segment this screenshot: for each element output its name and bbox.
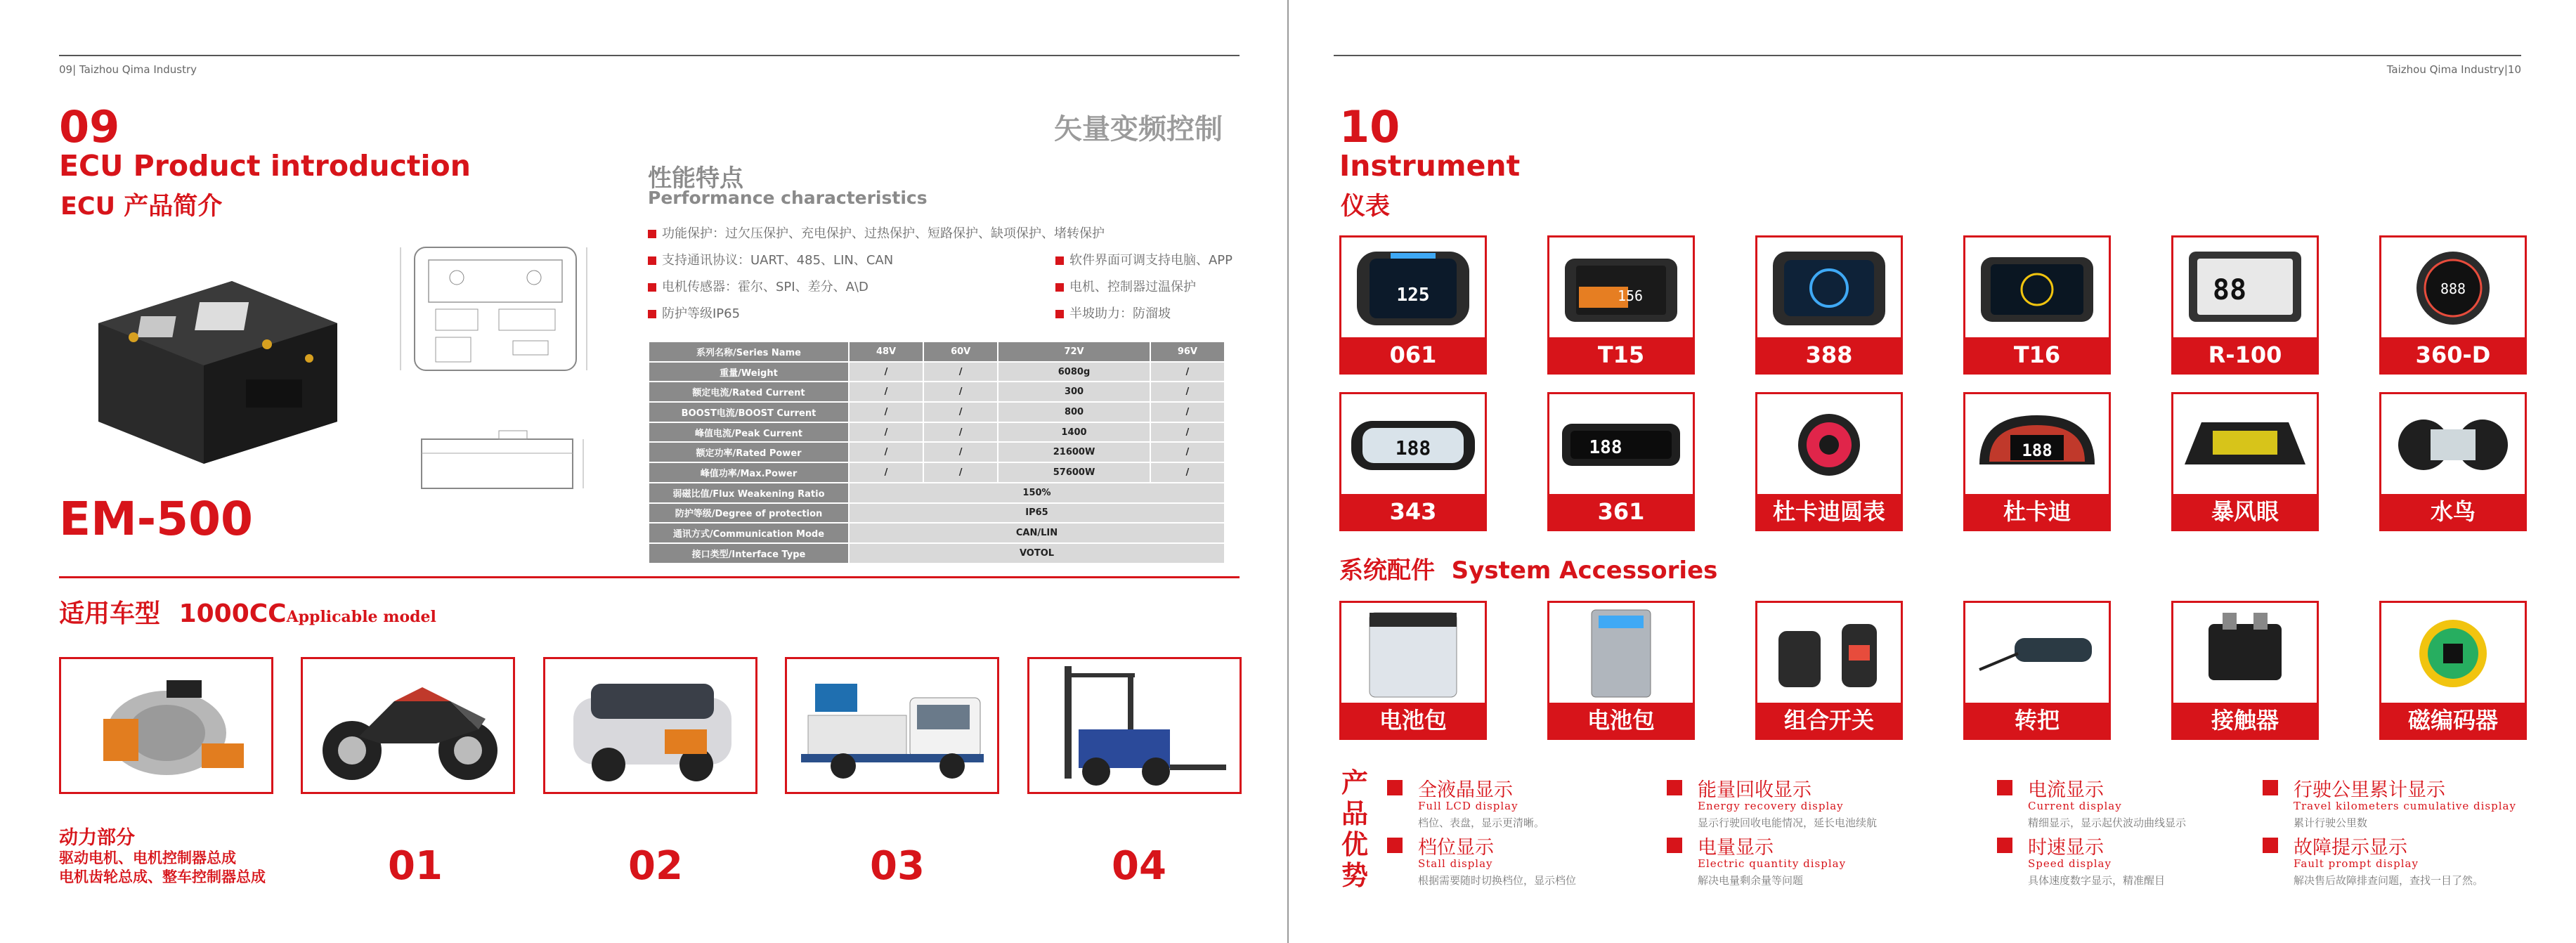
controller-image — [70, 239, 351, 464]
table-row — [649, 362, 1225, 382]
instrument-label: T16 — [1965, 337, 2109, 372]
accessory-label: 组合开关 — [1757, 703, 1901, 738]
cell: / — [923, 402, 998, 422]
row-label: 接口类型/Interface Type — [649, 543, 849, 564]
utility-vehicle-photo — [785, 657, 999, 794]
instrument-label: 杜卡迪圆表 — [1757, 494, 1901, 529]
cell: / — [849, 442, 923, 462]
instrument-tile — [2379, 235, 2527, 375]
spec-table — [648, 341, 1225, 564]
svg-text:88: 88 — [2212, 274, 2247, 306]
instrument-label: 061 — [1341, 337, 1485, 372]
row-label: 防护等级/Degree of protection — [649, 503, 849, 523]
ducati-dashboard-image — [1965, 394, 2109, 494]
cell: / — [923, 462, 998, 483]
vector-heading: 矢量变频控制 — [1054, 113, 1223, 145]
number-03: 03 — [870, 843, 925, 889]
contactor-image — [2173, 603, 2317, 703]
power-line-2: 电机齿轮总成、整车控制器总成 — [59, 869, 266, 885]
header-text: 09| Taizhou Qima Industry — [59, 63, 197, 76]
accessory-label: 磁编码器 — [2381, 703, 2525, 738]
table-row — [649, 402, 1225, 422]
accessory-tile — [2171, 601, 2319, 740]
dashboard-r100-image — [2173, 238, 2317, 337]
instrument-label: 360-D — [2381, 337, 2525, 372]
svg-text:125: 125 — [1396, 285, 1430, 306]
feature-item: 电机传感器：霍尔、SPI、差分、A\D — [648, 277, 869, 295]
row-label: 弱磁比值/Flux Weakening Ratio — [649, 483, 849, 503]
table-row — [649, 503, 1225, 523]
magnetic-encoder-image — [2381, 603, 2525, 703]
instrument-label: T15 — [1549, 337, 1693, 372]
cell: / — [1150, 382, 1225, 402]
cell: 6080g — [998, 362, 1150, 382]
cell: / — [1150, 402, 1225, 422]
row-label: 重量/Weight — [649, 362, 849, 382]
cell: / — [923, 362, 998, 382]
accessory-tile — [2379, 601, 2527, 740]
advantages-label: 产 品 优 势 — [1341, 767, 1368, 891]
title-cn: ECU 产品简介 — [60, 193, 223, 221]
cell: / — [923, 422, 998, 443]
left-page — [0, 0, 1287, 943]
instrument-label: R-100 — [2173, 337, 2317, 372]
table-header-cell: 96V — [1150, 342, 1225, 362]
dashboard-361-image — [1549, 394, 1693, 494]
cell: CAN/LIN — [849, 523, 1225, 543]
cell: / — [923, 382, 998, 402]
table-header-cell: 60V — [923, 342, 998, 362]
power-title: 动力部分 — [59, 827, 135, 849]
feature-item: 软件界面可调支持电脑、APP — [1055, 250, 1232, 268]
throttle-grip-image — [1965, 603, 2109, 703]
instrument-tile — [2171, 392, 2319, 531]
instrument-tile — [1755, 392, 1903, 531]
row-label: 峰值功率/Max.Power — [649, 462, 849, 483]
svg-text:188: 188 — [1395, 436, 1431, 460]
cell: / — [849, 402, 923, 422]
svg-text:188: 188 — [2022, 441, 2053, 460]
instrument-tile — [2379, 392, 2527, 531]
instrument-label: 388 — [1757, 337, 1901, 372]
header-rule — [59, 55, 1240, 56]
cell: 800 — [998, 402, 1150, 422]
microcar-photo — [543, 657, 757, 794]
cell: / — [1150, 462, 1225, 483]
table-row — [649, 523, 1225, 543]
cell: 150% — [849, 483, 1225, 503]
cell: / — [849, 382, 923, 402]
cell: / — [1150, 442, 1225, 462]
svg-text:188: 188 — [1589, 437, 1622, 458]
dashboard-388-image — [1757, 238, 1901, 337]
technical-drawing-side — [415, 425, 590, 495]
feature-item: 半坡助力：防溜坡 — [1055, 304, 1171, 322]
accessories-title: 系统配件 System Accessories — [1339, 557, 1718, 585]
title-en: Instrument — [1339, 149, 1521, 183]
battery-pack-image — [1549, 603, 1693, 703]
ducati-round-gauge-image — [1757, 394, 1901, 494]
header-text: Taizhou Qima Industry|10 — [2386, 63, 2521, 76]
accessory-label: 转把 — [1965, 703, 2109, 738]
cell: / — [849, 362, 923, 382]
row-label: 峰值电流/Peak Current — [649, 422, 849, 443]
cell: 1400 — [998, 422, 1150, 443]
svg-text:888: 888 — [2440, 280, 2466, 297]
right-page: Taizhou Qima Industry|10 10 Instrument 仪表 125 061 156 T15 388 T16 88 R-100 888 360-D 188 343 188 361 杜卡迪圆表 188 杜卡迪 暴风眼 水鸟 系统配件 System Accessories 电池包 电池包 组合开关 转把 接触器 磁编码器 产 品 优 势 全液晶显示 Full LCD display 档位、表盘，显示更清晰。 能量回收显示 Energy recovery display 显示行驶回收电能情况，延长电池续航 电流显示 Current display 精细显示，显示起伏波动曲线显示 行驶公里累计显示 Travel kilometers cumulative display 累计行驶公里数 档位显示 Stall display 根据需要随时切换档位，显示档位 电量显示 Electric quantity display 解决电量剩余量等问题 时速显示 Speed display 具体速度数字显示，精准醒目 故障提示显示 Fault prompt display 解决售后故障排查问题，查找一目了然。 — [1289, 0, 2576, 943]
table-header-cell: 72V — [998, 342, 1150, 362]
instrument-label: 361 — [1549, 494, 1693, 529]
cell: / — [923, 442, 998, 462]
feature-item: 功能保护：过欠压保护、充电保护、过热保护、短路保护、缺项保护、堵转保护 — [648, 223, 1105, 242]
instrument-tile — [1547, 392, 1695, 531]
cell: VOTOL — [849, 543, 1225, 564]
accessory-tile — [1755, 601, 1903, 740]
instrument-tile — [1339, 235, 1487, 375]
number-02: 02 — [628, 843, 683, 889]
battery-pack-image — [1341, 603, 1485, 703]
technical-drawing-top — [393, 239, 597, 376]
accessory-label: 电池包 — [1341, 703, 1485, 738]
section-number: 09 — [59, 101, 120, 152]
title-cn: 仪表 — [1341, 193, 1391, 221]
feature-item: 电机、控制器过温保护 — [1055, 277, 1196, 295]
row-label: 额定电流/Rated Current — [649, 382, 849, 402]
row-label: BOOST电流/BOOST Current — [649, 402, 849, 422]
accessory-tile — [1547, 601, 1695, 740]
combination-switch-image — [1757, 603, 1901, 703]
model-name: EM-500 — [59, 492, 253, 546]
storm-eye-dashboard-image — [2173, 394, 2317, 494]
instrument-label: 水鸟 — [2381, 494, 2525, 529]
waterbird-dashboard-image — [2381, 394, 2525, 494]
svg-text:156: 156 — [1617, 287, 1644, 304]
table-header-cell: 48V — [849, 342, 923, 362]
table-row — [649, 442, 1225, 462]
power-line-1: 驱动电机、电机控制器总成 — [59, 850, 236, 866]
row-label: 额定功率/Rated Power — [649, 442, 849, 462]
table-header-cell: 系列名称/Series Name — [649, 342, 849, 362]
dashboard-t16-image — [1965, 238, 2109, 337]
title-en: ECU Product introduction — [59, 149, 471, 183]
motor-photo — [59, 657, 273, 794]
accessory-tile — [1963, 601, 2111, 740]
instrument-tile — [2171, 235, 2319, 375]
feature-item: 防护等级IP65 — [648, 304, 740, 322]
instrument-tile — [1339, 392, 1487, 531]
table-row — [649, 543, 1225, 564]
forklift-photo — [1027, 657, 1242, 794]
motorcycle-photo — [301, 657, 515, 794]
table-row — [649, 422, 1225, 443]
row-label: 通讯方式/Communication Mode — [649, 523, 849, 543]
instrument-tile — [1963, 235, 2111, 375]
perf-title-cn: 性能特点 — [648, 164, 743, 193]
number-04: 04 — [1112, 843, 1166, 889]
instrument-label: 343 — [1341, 494, 1485, 529]
instrument-tile — [1547, 235, 1695, 375]
table-row — [649, 462, 1225, 483]
cell: / — [849, 462, 923, 483]
cell: / — [1150, 362, 1225, 382]
feature-item: 支持通讯协议：UART、485、LIN、CAN — [648, 250, 893, 268]
header-rule — [1334, 55, 2521, 56]
accessory-label: 接触器 — [2173, 703, 2317, 738]
cell: / — [849, 422, 923, 443]
cell: / — [1150, 422, 1225, 443]
accessory-tile — [1339, 601, 1487, 740]
applicable-heading: 适用车型 1000CCApplicable model — [59, 599, 436, 628]
cell: 21600W — [998, 442, 1150, 462]
section-divider — [59, 576, 1240, 578]
table-header-row — [649, 342, 1225, 362]
instrument-label: 杜卡迪 — [1965, 494, 2109, 529]
cell: IP65 — [849, 503, 1225, 523]
dashboard-360d-image — [2381, 238, 2525, 337]
dashboard-t15-image — [1549, 238, 1693, 337]
cell: 57600W — [998, 462, 1150, 483]
cell: 300 — [998, 382, 1150, 402]
accessory-label: 电池包 — [1549, 703, 1693, 738]
instrument-tile — [1963, 392, 2111, 531]
dashboard-343-image — [1341, 394, 1485, 494]
dashboard-061-image — [1341, 238, 1485, 337]
section-number: 10 — [1339, 101, 1400, 152]
perf-title-en: Performance characteristics — [648, 188, 928, 208]
number-01: 01 — [388, 843, 443, 889]
table-row — [649, 483, 1225, 503]
table-row — [649, 382, 1225, 402]
instrument-label: 暴风眼 — [2173, 494, 2317, 529]
instrument-tile — [1755, 235, 1903, 375]
